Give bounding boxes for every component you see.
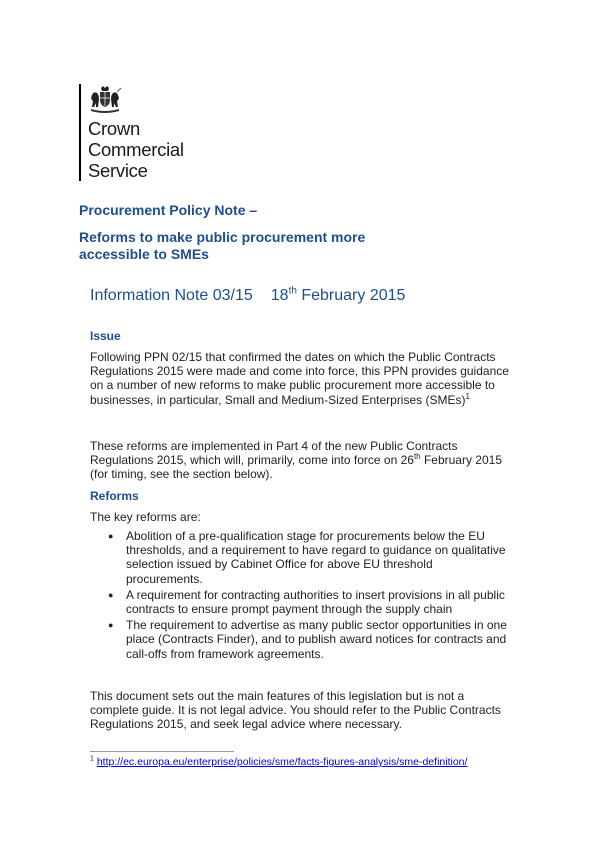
issue-paragraph-1 <box>90 350 510 407</box>
reforms-list-item <box>90 588 510 616</box>
logo-line-service: Service <box>88 160 148 181</box>
reforms-list-item <box>90 529 510 586</box>
reforms-list-item-text: A requirement for contracting authorities to insert provisions in all public contracts to ensure prompt payment through the supply chain <box>126 587 505 617</box>
reforms-list-item-text: Abolition of a pre-qualification stage for procurements below the EU thresholds, and a requirement to have regard to guidance on qualitative selection issued by Cabinet Office for above EU threshold procurements. <box>126 529 506 586</box>
note-date-rest: February 2015 <box>301 287 406 304</box>
issue-paragraph-2-before: These reforms are implemented in Part 4 of the new Public Contracts Regulations 2015, which will, primarily, come into force on 26 <box>90 439 458 468</box>
reforms-heading: Reforms <box>90 489 139 503</box>
information-note-line <box>90 287 405 305</box>
issue-heading: Issue <box>90 329 121 343</box>
reforms-intro: The key reforms are: <box>90 510 201 524</box>
footnote-ref-1[interactable]: 1 <box>465 391 470 401</box>
title-line-1: Procurement Policy Note – <box>79 202 258 218</box>
information-note-label: Information Note 03/15 <box>90 287 253 304</box>
bullet-icon: ● <box>108 620 114 631</box>
logo-line-crown: Crown <box>88 118 140 139</box>
reforms-list-item-text: The requirement to advertise as many public sector opportunities in one place (Contracts Finder), and to publish award notices for contracts and call-offs from framework agreements. <box>126 618 507 661</box>
issue-paragraph-1-text: Following PPN 02/15 that confirmed the dates on which the Public Contracts Regulations 2015 were made and come into force, this PPN provides guidance on a number of new reforms to make public procurement more accessible to businesses, in particular, Small and Medium-Sized Enterprises (SMEs) <box>90 350 509 407</box>
footnote-number: 1 <box>90 755 94 763</box>
logo-wordmark <box>88 118 184 181</box>
footnote-divider <box>90 751 234 752</box>
logo-divider <box>79 84 81 181</box>
reforms-list-item <box>90 618 510 661</box>
footnote-1 <box>90 756 467 768</box>
issue-paragraph-2-suffix: th <box>413 452 421 462</box>
issue-paragraph-2-after: February 2015 (for timing, see the section below). <box>90 453 502 482</box>
issue-paragraph-2 <box>90 439 510 482</box>
note-date-day: 18 <box>270 287 289 304</box>
crown-commercial-service-logo <box>79 84 219 181</box>
footnote-link[interactable]: http://ec.europa.eu/enterprise/policies/sme/facts-figures-analysis/sme-definition/ <box>96 756 468 768</box>
closing-paragraph: This document sets out the main features of this legislation but is not a complete guide. It is not legal advice. You should refer to the Public Contracts Regulations 2015, and seek legal advice where necessary. <box>90 689 501 732</box>
reforms-list <box>90 529 510 663</box>
title-line-2: Reforms to make public procurement more accessible to SMEs <box>79 229 366 262</box>
royal-coat-of-arms-icon <box>86 85 124 115</box>
logo-line-commercial: Commercial <box>88 139 184 160</box>
note-date-suffix: th <box>288 285 297 297</box>
bullet-icon: ● <box>108 531 114 541</box>
document-title <box>79 201 519 263</box>
bullet-icon: ● <box>108 589 114 600</box>
